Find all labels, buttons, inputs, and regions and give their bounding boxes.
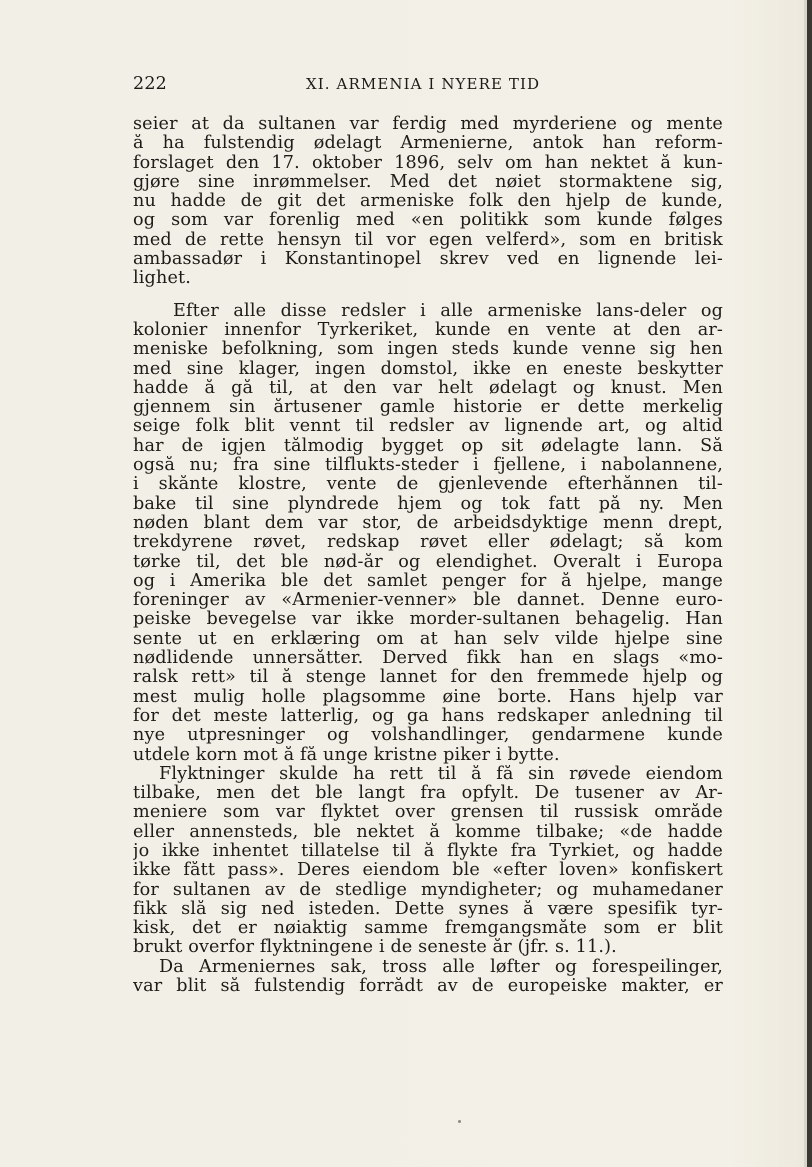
text-line: gjøre sine inrømmelser. Med det nøiet stormaktene sig, bbox=[133, 172, 723, 192]
text-line: Efter alle disse redsler i alle armeniske lans-deler og bbox=[173, 301, 723, 321]
text-line: eller annensteds, ble nektet å komme tilbake; «de hadde bbox=[133, 822, 723, 842]
text-line: kolonier innenfor Tyrkeriket, kunde en vente at den ar- bbox=[133, 320, 723, 340]
text-line: tilbake, men det ble langt fra opfylt. De tusener av Ar- bbox=[133, 784, 723, 804]
text-line: ralsk rett» til å stenge lannet for den fremmede hjelp og bbox=[133, 668, 723, 688]
text-line: gjennem sin årtusener gamle historie er dette merkelig bbox=[133, 398, 723, 418]
text-line: kisk, det er nøiaktig samme fremgangsmåte som er blit bbox=[133, 919, 723, 939]
text-line: ikke fått pass». Deres eiendom ble «efter loven» konfiskert bbox=[133, 861, 723, 881]
running-head: XI. ARMENIA I NYERE TID bbox=[306, 75, 541, 93]
body-text bbox=[133, 115, 723, 996]
text-line: mest mulig holle plagsomme øine borte. Hans hjelp var bbox=[133, 687, 723, 707]
text-line: å ha fulstendig ødelagt Armenierne, antok han reform- bbox=[133, 134, 723, 154]
text-line: peiske bevegelse var ikke morder-sultanen behagelig. Han bbox=[133, 610, 723, 630]
text-line: og som var forenlig med «en politikk som kunde følges bbox=[133, 211, 723, 231]
text-line: har de igjen tålmodig bygget op sit ødelagte lann. Så bbox=[133, 436, 723, 456]
text-line: forslaget den 17. oktober 1896, selv om han nektet å kun- bbox=[133, 153, 723, 173]
page-header bbox=[133, 74, 723, 98]
text-line: med de rette hensyn til vor egen velferd», som en britisk bbox=[133, 230, 723, 250]
text-line: brukt overfor flyktningene i de seneste år (jfr. s. 11.). bbox=[133, 938, 617, 958]
paragraph bbox=[133, 302, 723, 765]
text-line: bake til sine plyndrede hjem og tok fatt på ny. Men bbox=[133, 494, 723, 514]
text-line: meniske befolkning, som ingen steds kunde venne sig hen bbox=[133, 340, 723, 360]
text-line: ambassadør i Konstantinopel skrev ved en lignende lei- bbox=[133, 250, 723, 270]
text-line: Flyktninger skulde ha rett til å få sin røvede eiendom bbox=[159, 764, 723, 784]
text-line: nu hadde de git det armeniske folk den hjelp de kunde, bbox=[133, 192, 723, 212]
text-line: sente ut en erklæring om at han selv vilde hjelpe sine bbox=[133, 629, 723, 649]
text-line: nøden blant dem var stor, de arbeidsdyktige menn drept, bbox=[133, 513, 723, 533]
paragraph bbox=[133, 115, 723, 289]
text-line: nødlidende unnersåtter. Derved fikk han en slags «mo- bbox=[133, 649, 723, 669]
text-line: seier at da sultanen var ferdig med myrderiene og mente bbox=[133, 115, 723, 134]
paragraph bbox=[133, 958, 723, 997]
text-line: lighet. bbox=[133, 269, 191, 289]
text-line: trekdyrene røvet, redskap røvet eller ødelagt; så kom bbox=[133, 533, 723, 553]
text-line: hadde å gå til, at den var helt ødelagt og knust. Men bbox=[133, 378, 723, 398]
page-edge bbox=[807, 0, 812, 1167]
text-line: for sultanen av de stedlige myndigheter; og muhamedaner bbox=[133, 880, 723, 900]
text-line: var blit så fulstendig forrådt av de europeiske makter, er bbox=[133, 977, 723, 997]
text-line: med sine klager, ingen domstol, ikke en eneste beskytter bbox=[133, 359, 723, 379]
text-line: nye utpresninger og volshandlinger, gendarmene kunde bbox=[133, 726, 723, 746]
text-line: jo ikke inhentet tillatelse til å flykte fra Tyrkiet, og hadde bbox=[133, 841, 723, 861]
text-line: Da Armeniernes sak, tross alle løfter og forespeilinger, bbox=[159, 957, 723, 977]
print-speck bbox=[458, 1120, 461, 1123]
text-line: tørke til, det ble nød-år og elendighet. Overalt i Europa bbox=[133, 552, 723, 572]
text-line: seige folk blit vennt til redsler av lignende art, og altid bbox=[133, 417, 723, 437]
text-line: foreninger av «Armenier-venner» ble dannet. Denne euro- bbox=[133, 591, 723, 611]
text-line: fikk slå sig ned isteden. Dette synes å være spesifik tyr- bbox=[133, 899, 723, 919]
paragraph bbox=[133, 765, 723, 958]
text-line: utdele korn mot å få unge kristne piker i bytte. bbox=[133, 745, 560, 765]
page-number: 222 bbox=[133, 74, 168, 94]
text-line: for det meste latterlig, og ga hans redskaper anledning til bbox=[133, 706, 723, 726]
text-line: og i Amerika ble det samlet penger for å hjelpe, mange bbox=[133, 571, 723, 591]
text-line: også nu; fra sine tilflukts-steder i fjellene, i nabolannene, bbox=[133, 456, 723, 476]
text-line: meniere som var flyktet over grensen til russisk område bbox=[133, 803, 723, 823]
text-line: i skånte klostre, vente de gjenlevende efterhånnen til- bbox=[133, 475, 723, 495]
